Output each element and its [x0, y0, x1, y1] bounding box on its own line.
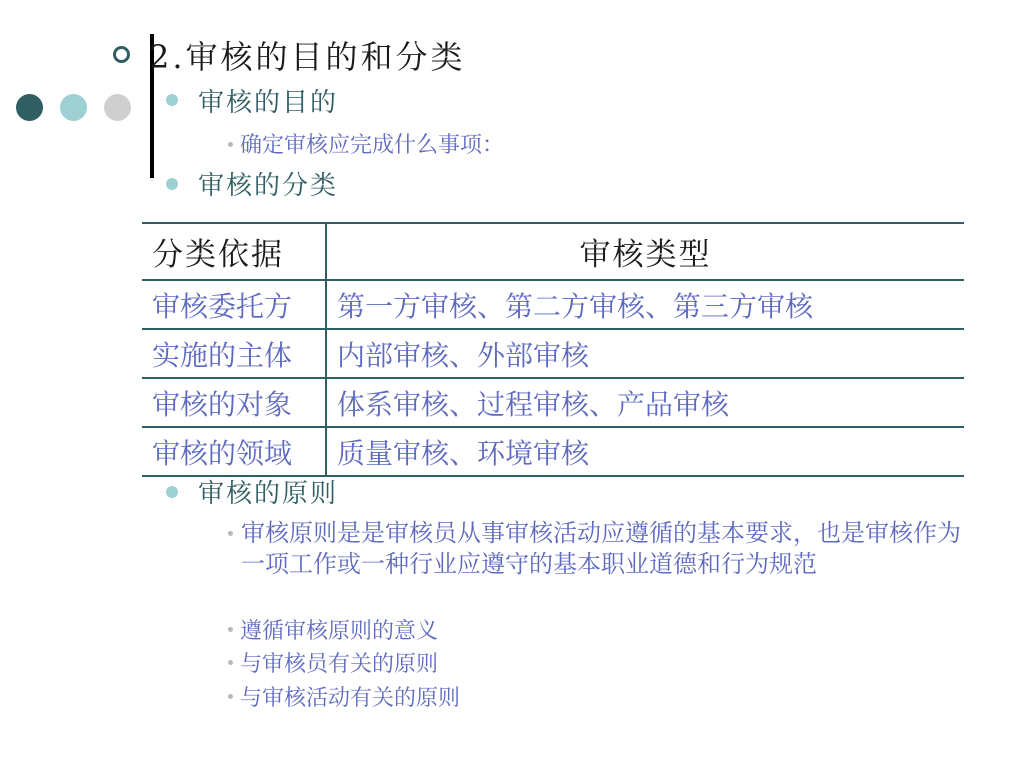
table-cell: 审核委托方 — [142, 280, 326, 329]
slide-title: 2.审核的目的和分类 — [149, 38, 466, 76]
table-cell: 审核的对象 — [142, 378, 326, 427]
principles-item: 与审核活动有关的原则 — [240, 686, 461, 711]
table-cell: 质量审核、环境审核 — [326, 427, 964, 476]
heading-principles: 审核的原则 — [198, 479, 339, 509]
bullet-icon — [166, 178, 178, 190]
bullet-icon — [166, 486, 178, 498]
classification-table — [142, 222, 964, 477]
sub-bullet-icon — [228, 627, 233, 632]
heading-classification: 审核的分类 — [198, 171, 339, 201]
title-bullet-icon — [113, 46, 130, 63]
principles-paragraph: 审核原则是是审核员从事审核活动应遵循的基本要求，也是审核作为一项工作或一种行业应遵守的基本职业道德和行为规范 — [241, 519, 961, 578]
table-cell: 实施的主体 — [142, 329, 326, 378]
sub-bullet-icon — [228, 531, 233, 536]
table-cell: 审核的领域 — [142, 427, 326, 476]
table-row — [142, 427, 964, 476]
table-header-cell: 分类依据 — [142, 223, 326, 280]
sub-bullet-icon — [228, 694, 233, 699]
dot-dark — [16, 94, 43, 121]
dot-grey — [104, 94, 131, 121]
table-row — [142, 378, 964, 427]
sub-bullet-icon — [228, 142, 233, 147]
table-row — [142, 280, 964, 329]
dot-light — [60, 94, 87, 121]
sub-bullet-icon — [228, 660, 233, 665]
table-cell: 第一方审核、第二方审核、第三方审核 — [326, 280, 964, 329]
table-cell: 体系审核、过程审核、产品审核 — [326, 378, 964, 427]
table-header-row — [142, 223, 964, 280]
heading-purpose: 审核的目的 — [198, 88, 339, 118]
principles-item: 与审核员有关的原则 — [240, 652, 439, 677]
table-header-cell: 审核类型 — [326, 223, 964, 280]
table-row — [142, 329, 964, 378]
table-cell: 内部审核、外部审核 — [326, 329, 964, 378]
bullet-icon — [166, 94, 178, 106]
purpose-item: 确定审核应完成什么事项： — [240, 133, 505, 158]
principles-item: 遵循审核原则的意义 — [240, 619, 439, 644]
